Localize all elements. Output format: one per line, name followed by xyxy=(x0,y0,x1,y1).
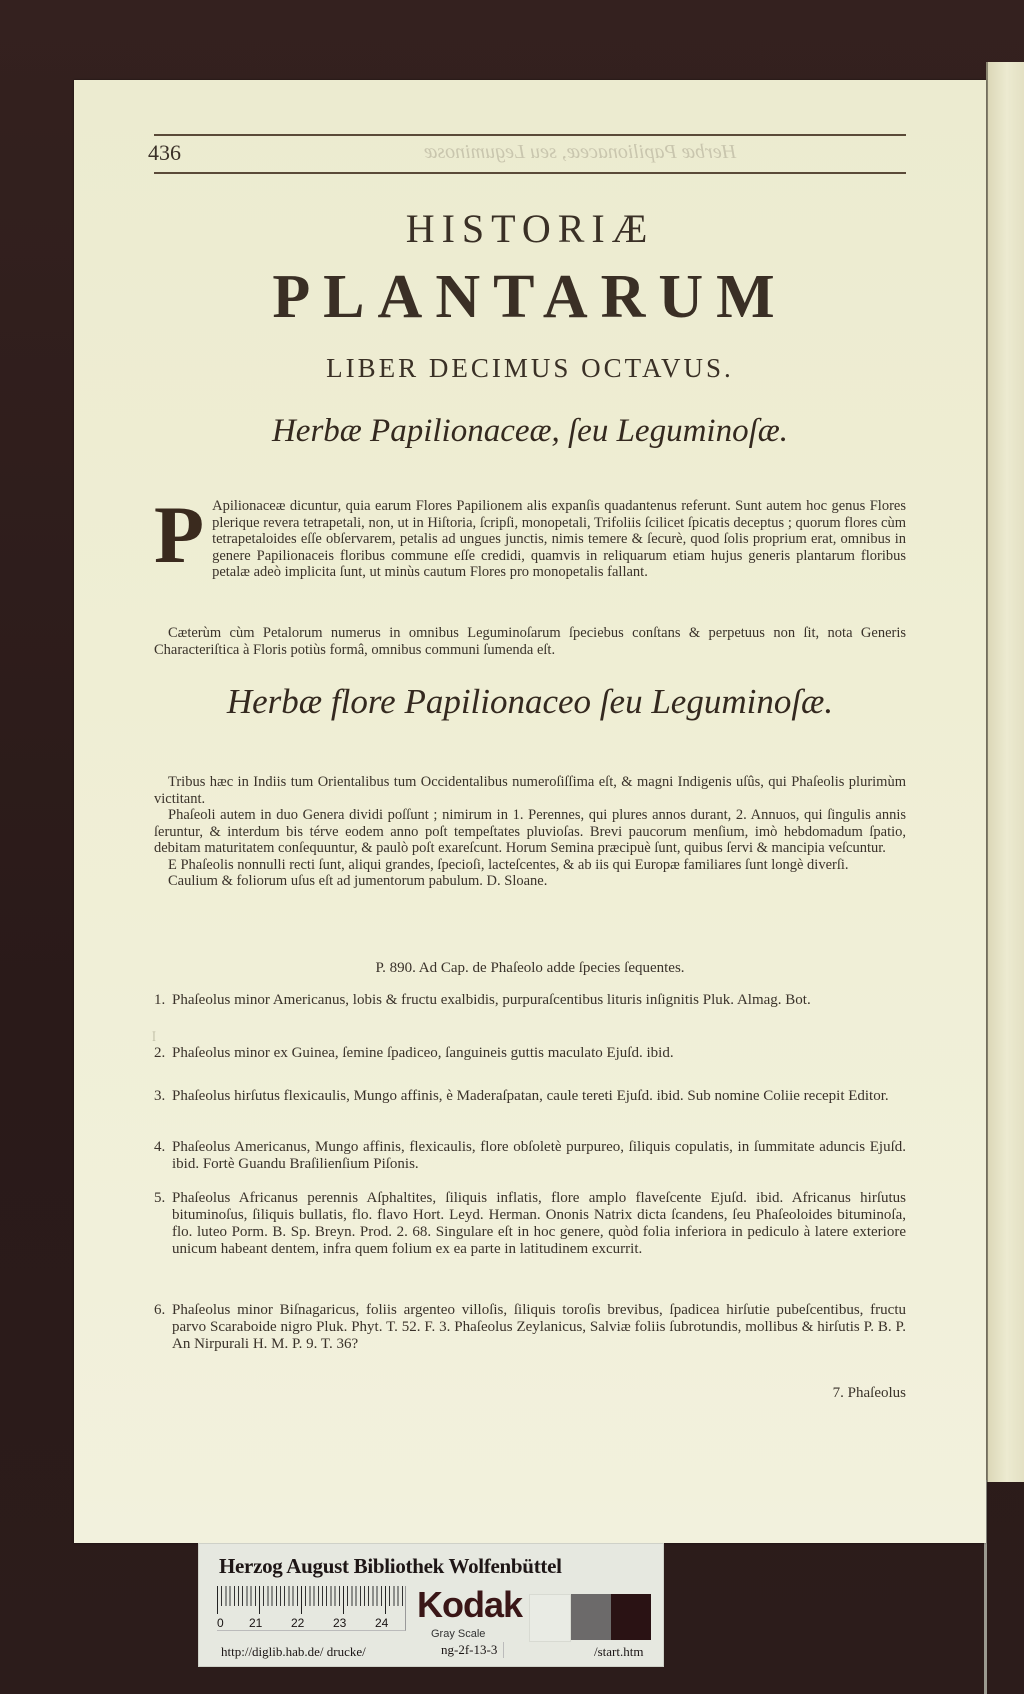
species-entry xyxy=(154,1045,906,1062)
species-text: Phaſeolus hirſutus flexicaulis, Mungo affinis, è Maderaſpatan, caule tereti Ejuſd. ibid. Sub nomine Coliie recepit Editor. xyxy=(172,1088,889,1104)
chapter-reference-note: P. 890. Ad Cap. de Phaſeolo adde ſpecies ſequentes. xyxy=(375,960,685,976)
species-number: 2. xyxy=(154,1045,166,1061)
header-rule-top xyxy=(154,134,906,136)
intro-text: Apilionaceæ dicuntur, quia earum Flores Papilionem alis expanſis quadantenus referunt. Sunt autem hoc genus Flores plerique revera tetrapetali, non, ut in Hiſtoria, ſcripſi, monopetali, Trifoliis ſcilicet ſpicatis deceptus ; quorum flores cùm tetrapetaloides eſſe obſervarem, petalis ad ungues junctis, nimis temere & ſecurè, quod ſolis proprium erat, omnibus in genere Papilionaceis floribus commune eſſe credidi, quamvis in reliquarum etiam hujus generis plantarum floribus petalæ adeò implicita ſunt, ut minùs cautum Flores pro monopetalis fallant. xyxy=(212,498,906,580)
ruler-label: 22 xyxy=(291,1616,305,1630)
gray-patch-mid xyxy=(571,1594,611,1640)
intro-paragraph xyxy=(154,489,906,581)
ruler-major-tick xyxy=(217,1586,218,1614)
species-entry xyxy=(154,1190,906,1258)
bleed-through-text: Herbæ Papilionaceæ, seu Leguminosæ xyxy=(424,141,737,163)
section-heading-papilionaceae: Herbæ Papilionaceæ, ſeu Leguminoſæ. xyxy=(271,413,789,449)
species-text: Phaſeolus Africanus perennis Aſphaltites, ſiliquis inflatis, flore amplo flaveſcente Ejuſd. ibid. Africanus hirſutus bituminoſus, ſiliquis bullatis, flo. flavo Hort. Leyd. Herman. Ononis Natrix dicta ſcandens, ſeu Phaſeoloides bituminoſa, flo. luteo Porm. B. Sp. Breyn. Prod. 2. 68. Singulare eſt in hoc genere, quòd folia inferiora in pediculo à latere exteriore unicum habeant dentem, infra quem folium ex ea parte in latitudinem excurrit. xyxy=(172,1190,906,1257)
ruler-label: 24 xyxy=(375,1616,389,1630)
ruler-major-tick xyxy=(385,1586,386,1614)
ruler-label: 23 xyxy=(333,1616,347,1630)
page-number: 436 xyxy=(148,140,181,165)
adjacent-page-edge xyxy=(986,62,1024,1482)
ruler-major-tick xyxy=(259,1586,260,1614)
species-number: 5. xyxy=(154,1190,166,1206)
catchword: 7. Phaſeolus xyxy=(832,1385,906,1401)
species-text: Phaſeolus minor Biſnagaricus, foliis argenteo villoſis, ſiliquis toroſis brevibus, ſpadicea hirſutie pubeſcentibus, fructu parvo Scaraboide nigro Pluk. Phyt. T. 52. F. 3. Phaſeolus Zeylanicus, Salviæ foliis ſubrotundis, mollibus & hirſutis P. B. P. An Nirpurali H. M. P. 9. T. 36? xyxy=(172,1302,906,1352)
measurement-ruler xyxy=(217,1586,406,1631)
gray-patch-black xyxy=(611,1594,651,1640)
book-page xyxy=(74,80,986,1543)
running-head xyxy=(148,132,906,172)
ruler-major-tick xyxy=(343,1586,344,1614)
digital-library-url: http://diglib.hab.de/ drucke/ xyxy=(221,1644,366,1659)
ruler-ticks xyxy=(217,1586,405,1606)
body-paragraph: Caulium & foliorum uſus eſt ad jumentorum pabulum. D. Sloane. xyxy=(168,873,548,889)
ruler-label: 0 xyxy=(217,1616,224,1630)
gray-scale-label: Gray Scale xyxy=(431,1628,486,1640)
ruler-label: 21 xyxy=(249,1616,263,1630)
species-entry xyxy=(154,1302,906,1353)
shelfmark-id: ng-2f-13-3 xyxy=(435,1642,504,1658)
species-number: 6. xyxy=(154,1302,166,1318)
margin-mark: ꟾ xyxy=(152,1033,156,1044)
book-subtitle-liber: LIBER DECIMUS OCTAVUS. xyxy=(326,353,734,383)
body-text xyxy=(154,774,906,890)
body-paragraph: E Phaſeolis nonnulli recti ſunt, aliqui grandes, ſpecioſi, lacteſcentes, & ab iis qui Europæ familiares ſunt longè diverſi. xyxy=(168,856,849,873)
species-entry xyxy=(154,1139,906,1173)
book-title-plantarum: PLANTARUM xyxy=(272,263,788,331)
gray-patch-white xyxy=(529,1594,571,1642)
start-page-path: /start.htm xyxy=(594,1644,644,1659)
species-text: Phaſeolus Americanus, Mungo affinis, flexicaulis, flore obſoletè purpureo, ſiliquis copulatis, in ſummitate aduncis Ejuſd. ibid. Fortè Guandu Braſilienſium Piſonis. xyxy=(172,1139,906,1172)
species-number: 3. xyxy=(154,1088,166,1104)
drop-cap: P xyxy=(154,489,205,580)
book-title-historiae: HISTORIÆ xyxy=(405,206,655,251)
species-entry xyxy=(154,992,906,1009)
species-entry xyxy=(154,1088,906,1105)
body-paragraph: Phaſeoli autem in duo Genera dividi poſſunt ; nimirum in 1. Perennes, qui plures annos durant, 2. Annuos, qui ſingulis annis ſeruntur, & interdum bis térve eodem anno poſt tempeſtates pluvioſas. Brevi paucorum menſium, imò hebdomadum ſpatio, debitam maturitatem conſequuntur, & paulò poſt exareſcunt. Horum Semina præcipuè ſunt, quibus ſervi & mancipia veſcuntur. xyxy=(154,807,906,856)
species-number: 4. xyxy=(154,1139,166,1155)
ruler-major-tick xyxy=(301,1586,302,1614)
header-rule-bottom xyxy=(154,172,906,174)
institution-name: Herzog August Bibliothek Wolfenbüttel xyxy=(219,1554,562,1578)
body-paragraph: Tribus hæc in Indiis tum Orientalibus tum Occidentalibus numeroſiſſima eſt, & magni Indigenis uſûs, qui Phaſeolis plurimùm victitant. xyxy=(154,774,906,807)
kodak-logo: Kodak xyxy=(417,1584,523,1625)
species-text: Phaſeolus minor ex Guinea, ſemine ſpadiceo, ſanguineis guttis maculato Ejuſd. ibid. xyxy=(172,1045,674,1061)
species-text: Phaſeolus minor Americanus, lobis & fructu exalbidis, purpuraſcentibus lituris inſignitis Pluk. Almag. Bot. xyxy=(172,992,811,1008)
color-calibration-target xyxy=(198,1543,664,1667)
section-heading-flore-papilionaceo: Herbæ flore Papilionaceo ſeu Leguminoſæ. xyxy=(226,682,834,721)
species-number: 1. xyxy=(154,992,166,1008)
intro-paragraph-2: Cæterùm cùm Petalorum numerus in omnibus Leguminoſarum ſpeciebus conſtans & perpetuus non ſit, nota Generis Characteriſtica à Floris potiùs formâ, omnibus communi ſumenda eſt. xyxy=(154,625,906,658)
